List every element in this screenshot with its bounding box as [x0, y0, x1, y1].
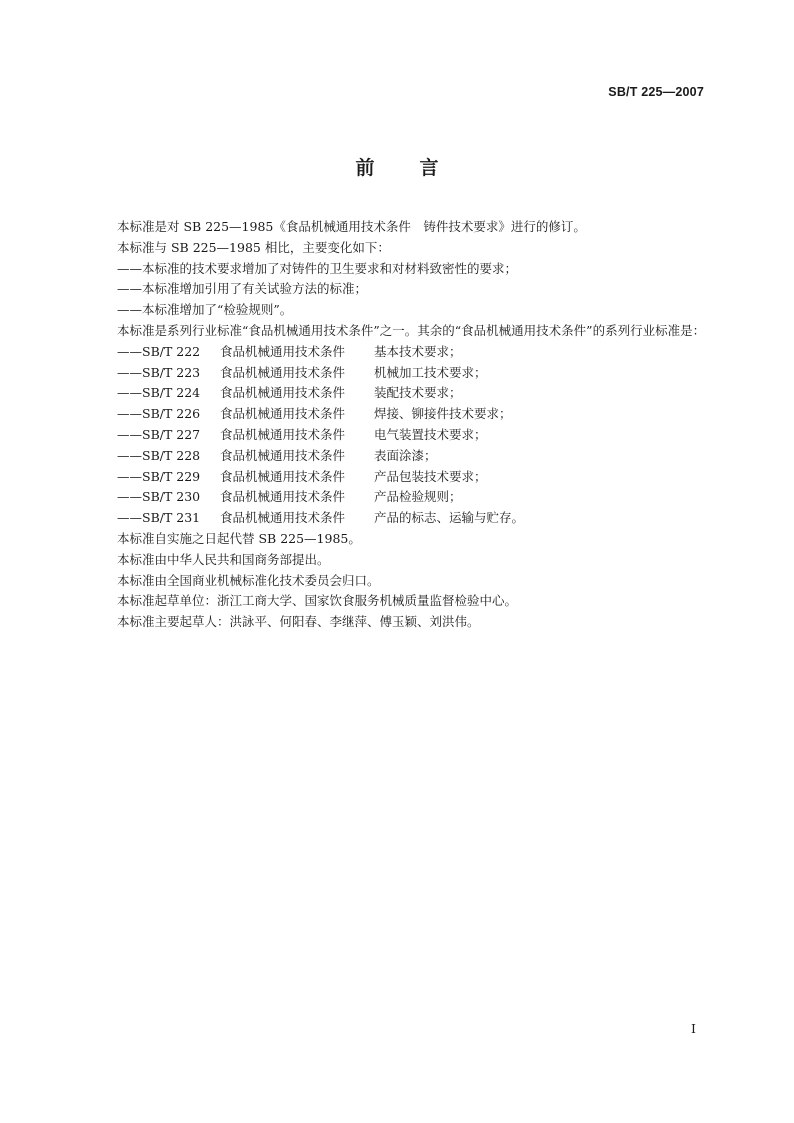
series-item — [90, 363, 706, 384]
series-item — [90, 342, 706, 363]
series-name: 食品机械通用技术条件 — [220, 468, 346, 484]
series-topic: 表面涂漆； — [374, 447, 437, 463]
change-item: ——本标准增加引用了有关试验方法的标准； — [117, 281, 368, 297]
change-item: ——本标准的技术要求增加了对铸件的卫生要求和对材料致密性的要求； — [117, 260, 518, 276]
series-code: ——SB/T 229 — [117, 468, 201, 484]
series-item — [90, 467, 706, 488]
series-name: 食品机械通用技术条件 — [220, 406, 346, 422]
series-code: ——SB/T 227 — [117, 426, 201, 442]
page-title-part2: 言 — [419, 157, 439, 179]
paragraph-centralized-by: 本标准由全国商业机械标准化技术委员会归口。 — [117, 572, 380, 588]
page-number: I — [691, 1021, 696, 1036]
page-title — [0, 153, 794, 180]
paragraph-series-intro: 本标准是系列行业标准“食品机械通用技术条件”之一。其余的“食品机械通用技术条件”的系列行业标准是： — [117, 322, 706, 338]
change-item: ——本标准增加了“检验规则”。 — [117, 302, 293, 318]
series-item — [90, 404, 706, 425]
paragraph-drafters: 本标准主要起草人：洪詠平、何阳春、李继萍、傅玉颖、刘洪伟。 — [117, 614, 480, 630]
paragraph-replaces: 本标准自实施之日起代替 SB 225—1985。 — [117, 530, 361, 546]
series-item — [90, 446, 706, 467]
standard-number: SB/T 225—2007 — [608, 85, 704, 99]
series-list — [90, 342, 706, 529]
series-code: ——SB/T 228 — [117, 447, 201, 463]
series-code: ——SB/T 224 — [117, 385, 201, 401]
series-name: 食品机械通用技术条件 — [220, 343, 346, 359]
series-topic: 机械加工技术要求； — [374, 364, 487, 380]
series-topic: 产品包装技术要求； — [374, 468, 487, 484]
paragraph-changes-intro: 本标准与 SB 225—1985 相比，主要变化如下： — [117, 239, 390, 255]
series-topic: 电气装置技术要求； — [374, 426, 487, 442]
series-name: 食品机械通用技术条件 — [220, 510, 346, 526]
series-topic: 装配技术要求； — [374, 385, 462, 401]
series-name: 食品机械通用技术条件 — [220, 447, 346, 463]
series-code: ——SB/T 223 — [117, 364, 201, 380]
paragraph-drafting-units: 本标准起草单位：浙江工商大学、国家饮食服务机械质量监督检验中心。 — [117, 593, 518, 609]
series-name: 食品机械通用技术条件 — [220, 364, 346, 380]
series-name: 食品机械通用技术条件 — [220, 489, 346, 505]
series-code: ——SB/T 222 — [117, 343, 201, 359]
series-topic: 基本技术要求； — [374, 343, 462, 359]
series-topic: 产品检验规则； — [374, 489, 462, 505]
paragraph-proposed-by: 本标准由中华人民共和国商务部提出。 — [117, 551, 330, 567]
series-item — [90, 508, 706, 529]
series-item — [90, 425, 706, 446]
series-code: ——SB/T 226 — [117, 406, 201, 422]
series-code: ——SB/T 231 — [117, 510, 201, 526]
series-topic: 焊接、铆接件技术要求； — [374, 406, 512, 422]
series-code: ——SB/T 230 — [117, 489, 201, 505]
page-title-part1: 前 — [355, 157, 375, 179]
series-item — [90, 487, 706, 508]
series-name: 食品机械通用技术条件 — [220, 426, 346, 442]
series-topic: 产品的标志、运输与贮存。 — [374, 510, 525, 526]
foreword-body — [90, 217, 706, 633]
paragraph-revision: 本标准是对 SB 225—1985《食品机械通用技术条件 铸件技术要求》进行的修订。 — [117, 219, 586, 234]
series-item — [90, 383, 706, 404]
series-name: 食品机械通用技术条件 — [220, 385, 346, 401]
